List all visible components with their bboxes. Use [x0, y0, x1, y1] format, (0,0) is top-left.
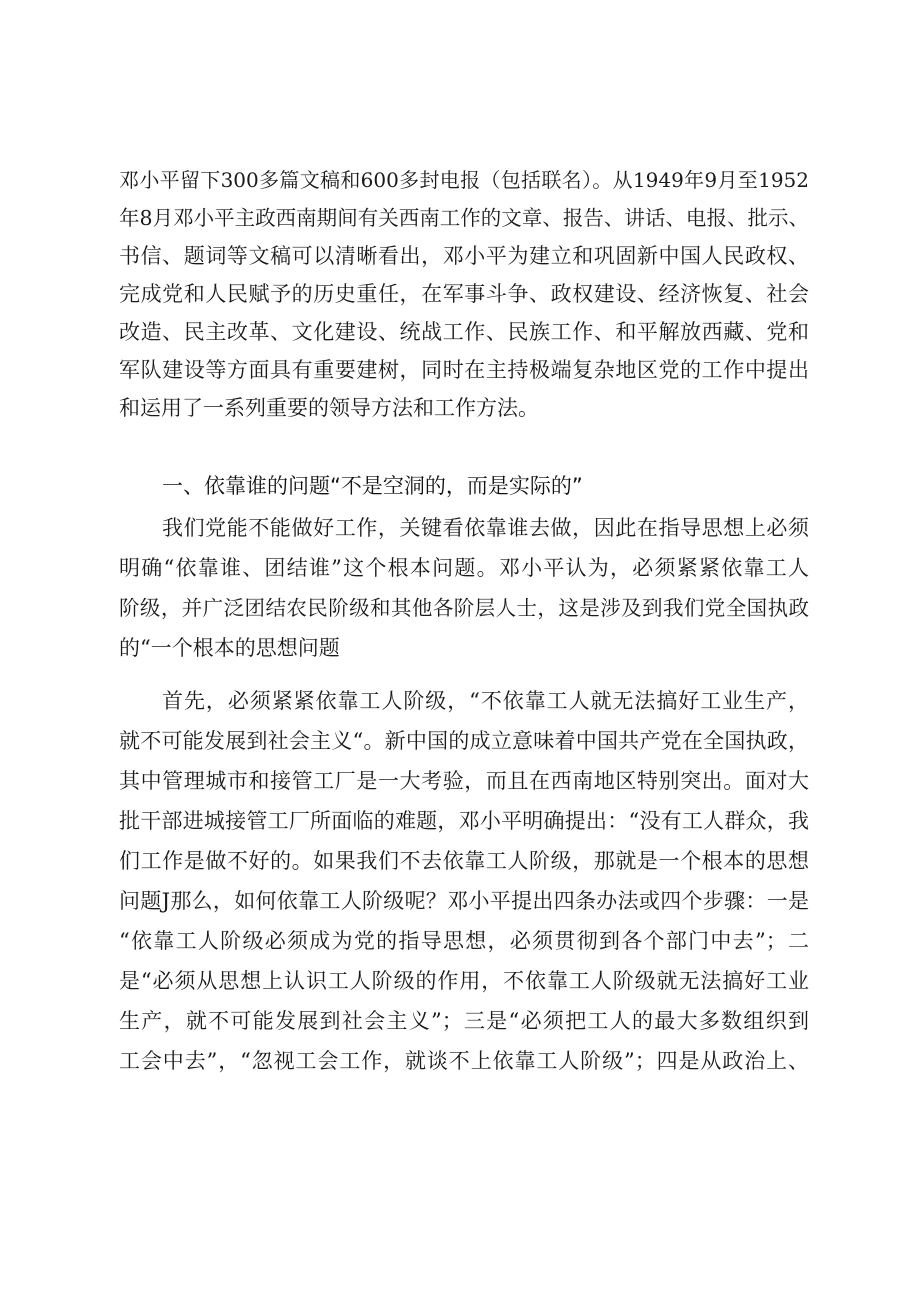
- text-line: 其中管理城市和接管工厂是一大考验，而且在西南地区特别突出。面对大: [119, 769, 809, 793]
- text-line: 明确“依靠谁、团结谁”这个根本问题。邓小平认为，必须紧紧依靠工人: [119, 556, 809, 580]
- text-line: 我们党能不能做好工作，关键看依靠谁去做，因此在指导思想上必须: [162, 516, 809, 540]
- text-line: “依靠工人阶级必须成为党的指导思想，必须贯彻到各个部门中去”；二: [119, 929, 809, 953]
- text-line: 是“必须从思想上认识工人阶级的作用，不依靠工人阶级就无法搞好工业: [119, 969, 809, 993]
- text-line: 年8月邓小平主政西南期间有关西南工作的文章、报告、讲话、电报、批示、: [119, 206, 809, 230]
- text-line: 工会中去”，“忽视工会工作，就谈不上依靠工人阶级”；四是从政治上、: [119, 1049, 809, 1073]
- text-line: 的“一个根本的思想问题: [119, 636, 340, 660]
- text-line: 首先，必须紧紧依靠工人阶级，“不依靠工人就无法搞好工业生产，: [162, 689, 809, 713]
- text-line: 军队建设等方面具有重要建树，同时在主持极端复杂地区党的工作中提出: [119, 358, 809, 382]
- text-line: 问题J那么，如何依靠工人阶级呢？邓小平提出四条办法或四个步骤：一是: [119, 889, 809, 913]
- text-line: 就不可能发展到社会主义“。新中国的成立意味着中国共产党在全国执政，: [119, 729, 809, 753]
- text-line: 邓小平留下300多篇文稿和600多封电报（包括联名）。从1949年9月至1952: [119, 168, 809, 192]
- text-line: 改造、民主改革、文化建设、统战工作、民族工作、和平解放西藏、党和: [119, 320, 809, 344]
- text-line: 和运用了一系列重要的领导方法和工作方法。: [119, 396, 539, 420]
- text-line: 完成党和人民赋予的历史重任，在军事斗争、政权建设、经济恢复、社会: [119, 282, 809, 306]
- text-line: 书信、题词等文稿可以清晰看出，邓小平为建立和巩固新中国人民政权、: [119, 244, 809, 268]
- text-line: 们工作是做不好的。如果我们不去依靠工人阶级，那就是一个根本的思想: [119, 849, 809, 873]
- text-line: 生产，就不可能发展到社会主义”；三是“必须把工人的最大多数组织到: [119, 1009, 809, 1033]
- section-heading: 一、依靠谁的问题“不是空洞的，而是实际的”: [162, 474, 583, 498]
- text-line: 阶级，并广泛团结农民阶级和其他各阶层人士，这是涉及到我们党全国执政: [119, 596, 809, 620]
- text-line: 批干部进城接管工厂所面临的难题，邓小平明确提出：“没有工人群众，我: [119, 809, 809, 833]
